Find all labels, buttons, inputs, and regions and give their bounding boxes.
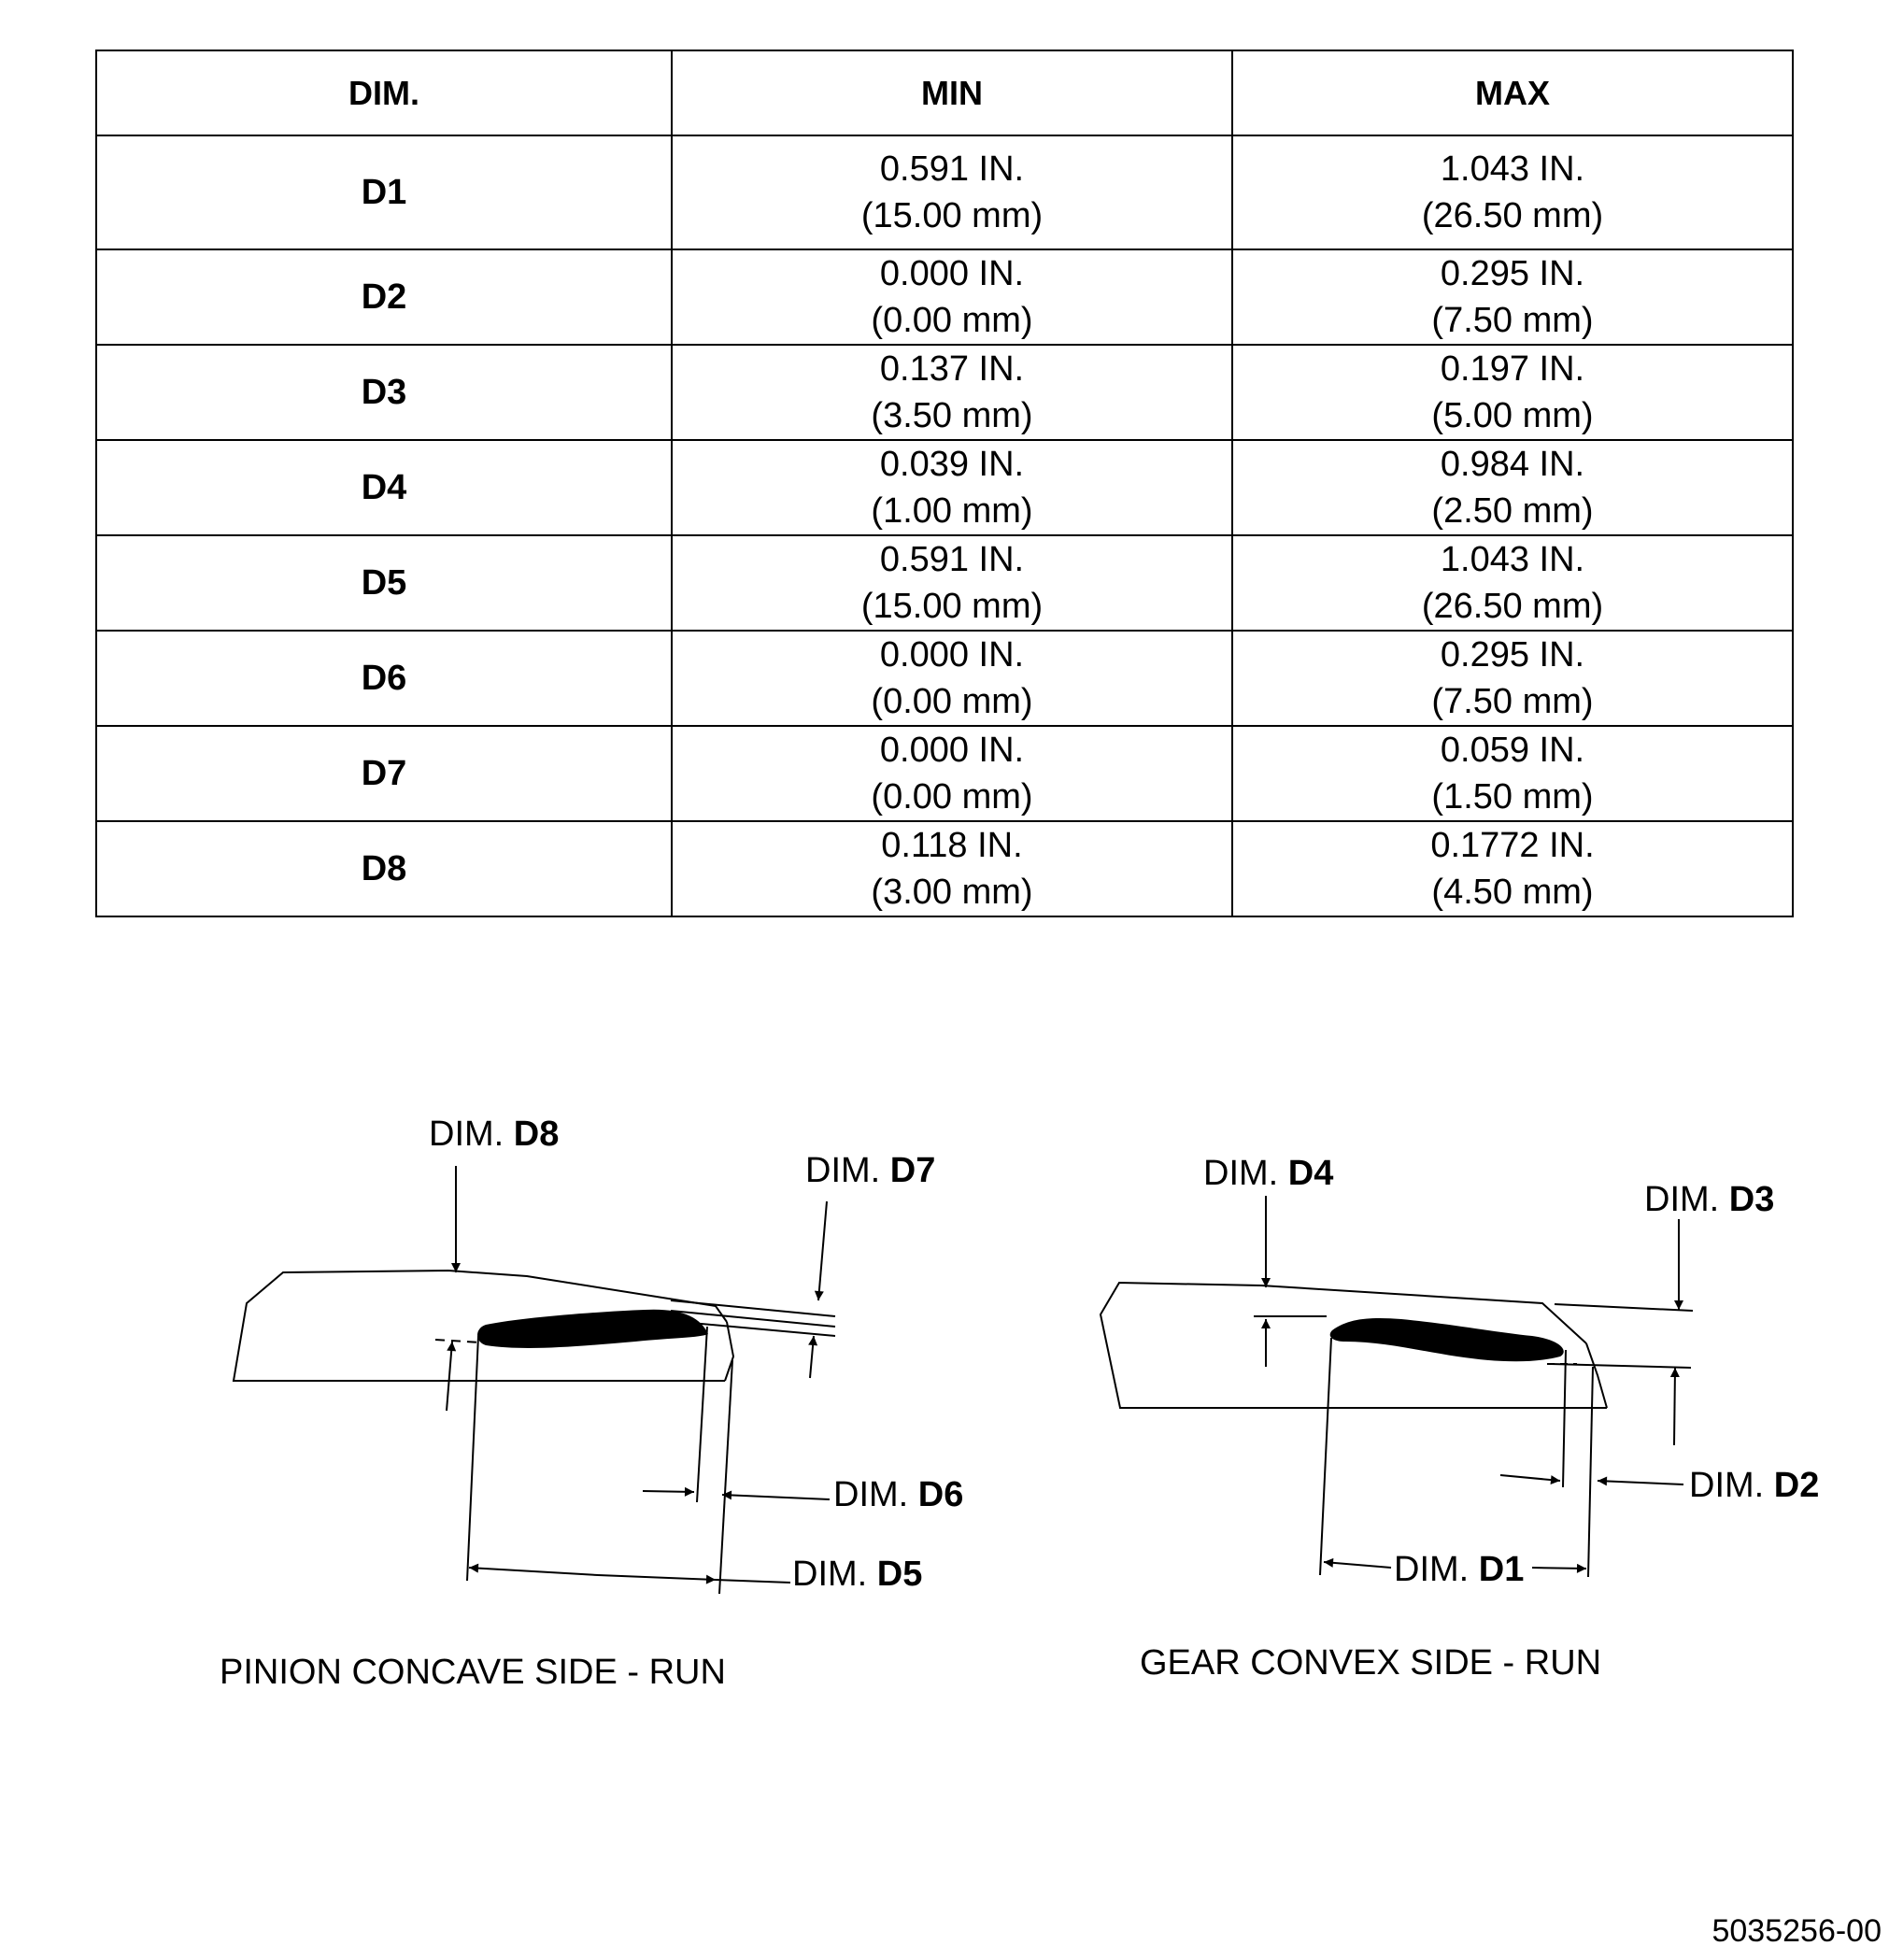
max-mm: (26.50 mm) [1421,196,1604,235]
max-in: 0.197 IN. [1440,349,1585,389]
min-in: 0.591 IN. [879,149,1025,189]
pinion-contact-pattern [477,1310,708,1348]
max-in: 0.984 IN. [1440,445,1585,484]
d1-arrow-right [1532,1568,1586,1569]
header-dim: DIM. [96,50,672,135]
d5-arrow-left [469,1568,598,1575]
min-in: 0.000 IN. [879,731,1025,770]
gear-caption: GEAR CONVEX SIDE - RUN [1140,1643,1602,1683]
d6-arrow-right [722,1495,830,1499]
pinion-caption: PINION CONCAVE SIDE - RUN [220,1653,726,1692]
header-max: MAX [1232,50,1793,135]
max-mm: (4.50 mm) [1431,873,1594,912]
dim-d2-label: DIM. D2 [1689,1466,1820,1505]
max-in: 0.059 IN. [1440,731,1585,770]
max-mm: (7.50 mm) [1431,301,1594,340]
d3-arrow-lower [1674,1368,1675,1445]
min-in: 0.000 IN. [879,635,1025,675]
max-mm: (26.50 mm) [1421,587,1604,626]
d7-arrow-upper [818,1201,827,1300]
min-in: 0.000 IN. [879,254,1025,293]
max-mm: (7.50 mm) [1431,682,1594,721]
d6-arrow-left [643,1491,694,1492]
max-mm: (1.50 mm) [1431,777,1594,817]
max-mm: (2.50 mm) [1431,491,1594,531]
dim-d7-label: DIM. D7 [805,1151,936,1190]
d2-arrow-left [1500,1475,1560,1481]
min-mm: (1.00 mm) [871,491,1033,531]
dim-cell: D6 [96,631,672,726]
pinion-dimension-lines [447,1166,830,1583]
gear-tooth-heel-edge [1586,1343,1607,1408]
d8-arrow-lower [447,1342,452,1411]
d5-leader [716,1580,790,1583]
min-mm: (15.00 mm) [860,196,1044,235]
dim-cell: D4 [96,440,672,535]
dim-cell: D2 [96,249,672,345]
dim-d5-label: DIM. D5 [792,1555,923,1594]
max-in: 0.1772 IN. [1430,826,1595,865]
dim-d8-label: DIM. D8 [429,1115,560,1154]
d7-arrow-lower [810,1336,814,1378]
min-mm: (3.50 mm) [871,396,1033,435]
dim-cell: D3 [96,345,672,440]
min-in: 0.118 IN. [881,826,1023,865]
dim-cell: D7 [96,726,672,821]
d5-arrow-right [598,1575,716,1580]
max-in: 0.295 IN. [1440,254,1585,293]
gear-contact-pattern [1330,1318,1564,1361]
dim-d4-label: DIM. D4 [1203,1154,1334,1193]
min-in: 0.137 IN. [879,349,1025,389]
min-mm: (15.00 mm) [860,587,1044,626]
min-mm: (0.00 mm) [871,682,1033,721]
min-in: 0.591 IN. [879,540,1025,579]
min-mm: (0.00 mm) [871,777,1033,817]
dim-d1-label: DIM. D1 [1394,1550,1525,1589]
max-in: 1.043 IN. [1440,540,1585,579]
min-mm: (0.00 mm) [871,301,1033,340]
dim-cell: D5 [96,535,672,631]
dim-cell: D8 [96,821,672,916]
d2-arrow-right [1598,1481,1683,1484]
max-mm: (5.00 mm) [1431,396,1594,435]
dim-d6-label: DIM. D6 [833,1475,964,1514]
reference-number: 5035256-00 [1711,1913,1882,1949]
header-min: MIN [672,50,1232,135]
max-in: 1.043 IN. [1440,149,1585,189]
max-in: 0.295 IN. [1440,635,1585,675]
min-in: 0.039 IN. [879,445,1025,484]
min-mm: (3.00 mm) [871,873,1033,912]
d1-arrow-left [1324,1562,1391,1568]
dim-cell: D1 [96,135,672,249]
dim-d3-label: DIM. D3 [1644,1180,1775,1219]
